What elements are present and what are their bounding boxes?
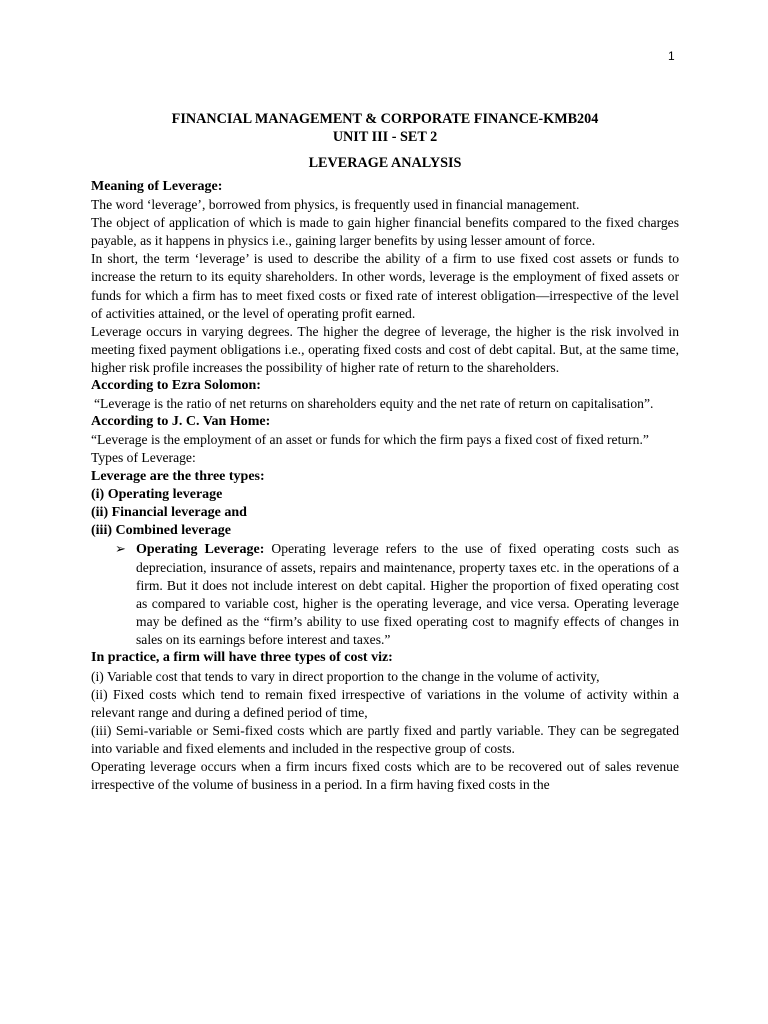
vanhome-quote: “Leverage is the employment of an asset or funds for which the firm pays a fixed cost of fixed return.”	[91, 432, 649, 448]
operating-leverage-term: Operating Leverage:	[136, 541, 265, 557]
meaning-paragraph-4: Leverage occurs in varying degrees. The higher the degree of leverage, the higher is the risk involved in meeting fixed payment obligations i.e., operating fixed costs and cost of debt capital. But, at the same time, higher risk profile increases the possibility of higher rate of return to the shareholders.	[91, 323, 679, 375]
document-title: FINANCIAL MANAGEMENT & CORPORATE FINANCE-KMB204	[171, 111, 599, 127]
types-label: Types of Leverage:	[91, 450, 196, 466]
type-item-combined: (iii) Combined leverage	[91, 522, 231, 538]
cost-item-variable: (i) Variable cost that tends to vary in direct proportion to the change in the volume of activity,	[91, 668, 600, 684]
meaning-paragraph-3: In short, the term ‘leverage’ is used to describe the ability of a firm to use fixed cost assets or funds to increase the return to its equity shareholders. In other words, leverage is the employment of fixed assets or funds for which a firm has to meet fixed costs or fixed rate of interest obligation—irrespective of the level of activities attained, or the level of operating profit earned.	[91, 251, 679, 321]
meaning-paragraph-1: The word ‘leverage’, borrowed from physics, is frequently used in financial management.	[91, 197, 580, 213]
solomon-heading: According to Ezra Solomon:	[91, 378, 261, 394]
practice-heading: In practice, a firm will have three types of cost viz:	[91, 650, 393, 666]
meaning-heading: Meaning of Leverage:	[91, 179, 223, 194]
type-item-financial: (ii) Financial leverage and	[91, 504, 247, 520]
vanhome-heading: According to J. C. Van Home:	[91, 414, 271, 430]
document-body	[91, 110, 679, 794]
solomon-quote: “Leverage is the ratio of net returns on shareholders equity and the net rate of return on capitalisation”.	[94, 396, 654, 412]
cost-item-semi-variable: (iii) Semi-variable or Semi-fixed costs which are partly fixed and partly variable. They can be segregated into variable and fixed elements and included in the respective group of costs.	[91, 722, 679, 756]
closing-paragraph: Operating leverage occurs when a firm incurs fixed costs which are to be recovered out of sales revenue irrespective of the volume of business in a period. In a firm having fixed costs in the	[91, 759, 679, 793]
topic-title: LEVERAGE ANALYSIS	[308, 155, 462, 171]
unit-subtitle: UNIT III - SET 2	[332, 129, 438, 145]
cost-item-fixed: (ii) Fixed costs which tend to remain fixed irrespective of variations in the volume of activity within a relevant range and during a defined period of time,	[91, 686, 679, 720]
meaning-paragraph-2: The object of application of which is made to gain higher financial benefits compared to the fixed charges payable, as it happens in physics i.e., gaining larger benefits by using lesser amount of force.	[91, 215, 679, 249]
operating-leverage-bullet	[91, 540, 679, 650]
operating-leverage-text: Operating leverage refers to the use of fixed operating costs such as depreciation, insurance of assets, repairs and maintenance, property taxes etc. in the operations of a firm. But it does not include interest on debt capital. Higher the proportion of fixed operating cost as compared to variable cost, higher is the operating leverage, and vice versa. Operating leverage may be defined as the “firm’s ability to use fixed operating cost to magnify effects of changes in sales on its earnings before interest and taxes.”	[136, 540, 679, 648]
types-heading: Leverage are the three types:	[91, 468, 265, 484]
arrow-bullet-icon: ➢	[115, 540, 126, 556]
type-item-operating: (i) Operating leverage	[91, 486, 223, 502]
page-number: 1	[668, 49, 675, 63]
